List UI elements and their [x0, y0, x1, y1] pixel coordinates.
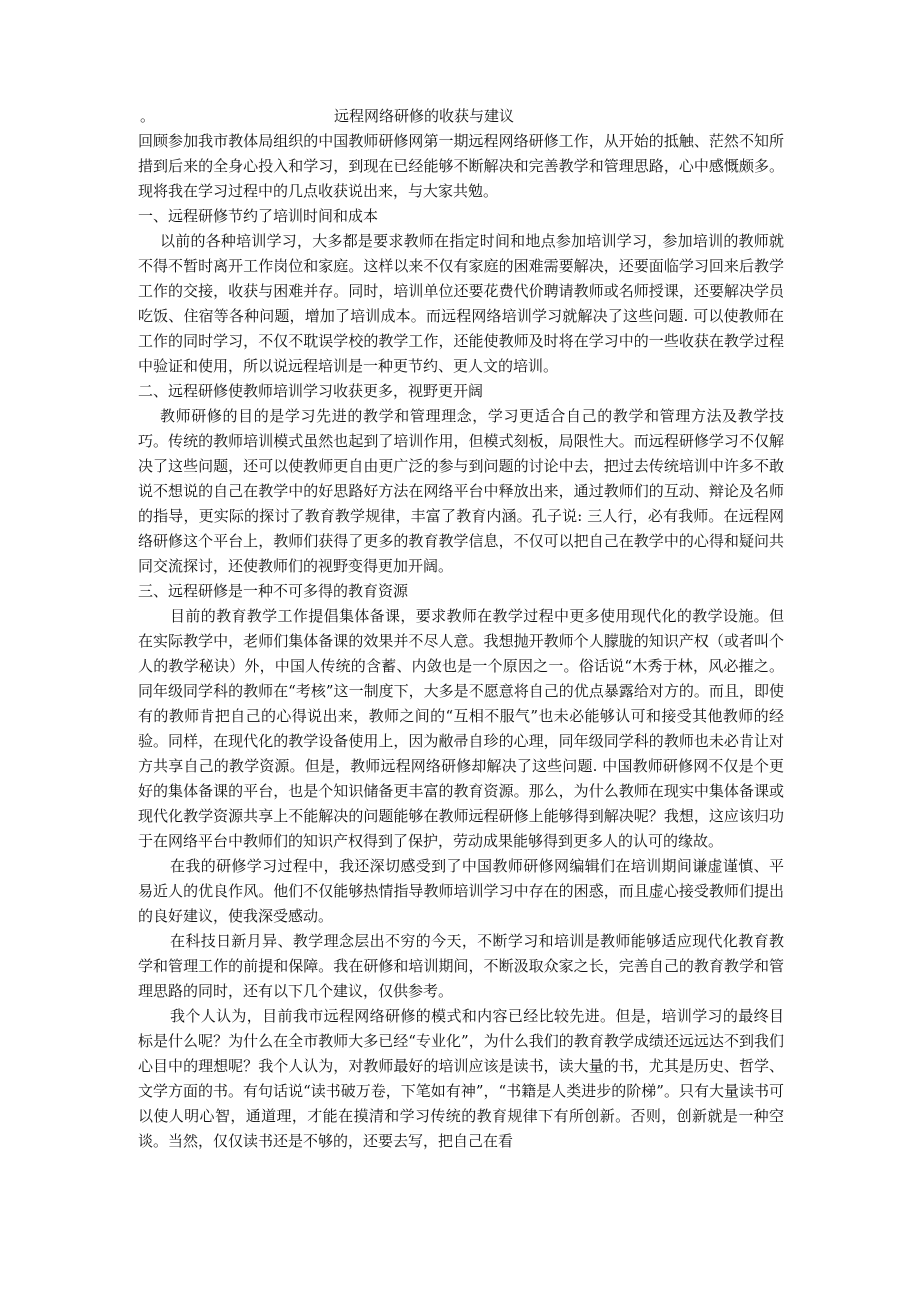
- title-row: [138, 104, 784, 129]
- section-3-heading: 三、远程研修是一种不可多得的教育资源: [138, 582, 409, 600]
- closing-paragraph-2: 在科技日新月异、教学理念层出不穷的今天，不断学习和培训是教师能够适应现代化教育教学和管理工作的前提和保障。我在研修和培训期间，不断汲取众家之长，完善自己的教育教学和管理思路的同时，还有以下几个建议，仅供参考。: [138, 932, 784, 1000]
- section-2-body: 教师研修的目的是学习先进的教学和管理理念，学习更适合自己的教学和管理方法及教学技巧。传统的教师培训模式虽然也起到了培训作用，但模式刻板，局限性大。而远程研修学习不仅解决了这些问题，还可以使教师更自由更广泛的参与到问题的讨论中去，把过去传统培训中许多不敢说不想说的自己在教学中的好思路好方法在网络平台中释放出来，通过教师们的互动、辩论及名师的指导，更实际的探讨了教育教学规律，丰富了教育内涵。孔子说: 三人行，必有我师。在远程网络研修这个平台上，教师们获得了更多的教育教学信息，不仅可以把自己在教学中的心得和疑问共同交流探讨，还使教师们的视野变得更加开阔。: [138, 407, 784, 575]
- intro-paragraph: 回顾参加我市教体局组织的中国教师研修网第一期远程网络研修工作，从开始的抵触、茫然不知所措到后来的全身心投入和学习，到现在已经能够不断解决和完善教学和管理思路，心中感慨颇多。现将我在学习过程中的几点收获说出来，与大家共勉。: [138, 132, 784, 200]
- section-1-heading: 一、远程研修节约了培训时间和成本: [138, 207, 379, 225]
- document-page: [138, 104, 784, 1154]
- closing-paragraph-1: 在我的研修学习过程中，我还深切感受到了中国教师研修网编辑们在培训期间谦虚谨慎、平易近人的优良作风。他们不仅能够热情指导教师培训学习中存在的困惑，而且虚心接受教师们提出的良好建议，使我深受感动。: [138, 857, 784, 925]
- document-title: 远程网络研修的收获与建议: [334, 107, 515, 125]
- title-mark: 。: [140, 107, 156, 125]
- section-1-body: 以前的各种培训学习，大多都是要求教师在指定时间和地点参加培训学习，参加培训的教师就不得不暂时离开工作岗位和家庭。这样以来不仅有家庭的困难需要解决，还要面临学习回来后教学工作的交接，收获与困难并存。同时，培训单位还要花费代价聘请教师或名师授课，还要解决学员吃饭、住宿等各种问题，增加了培训成本。而远程网络培训学习就解决了这些问题. 可以使教师在工作的同时学习，不仅不耽误学校的教学工作，还能使教师及时将在学习中的一些收获在教学过程中验证和使用，所以说远程培训是一种更节约、更人文的培训。: [138, 232, 784, 375]
- closing-paragraph-3: 我个人认为，目前我市远程网络研修的模式和内容已经比较先进。但是，培训学习的最终目标是什么呢？为什么在全市教师大多已经“专业化”，为什么我们的教育教学成绩还远远达不到我们心目中的理想呢？我个人认为，对教师最好的培训应该是读书，读大量的书，尤其是历史、哲学、文学方面的书。有句话说“读书破万卷，下笔如有神”，“书籍是人类进步的阶梯”。只有大量读书可以使人明心智，通道理，才能在摸清和学习传统的教育规律下有所创新。否则，创新就是一种空谈。当然，仅仅读书还是不够的，还要去写，把自己在看: [138, 1007, 784, 1150]
- section-3-body: 目前的教育教学工作提倡集体备课，要求教师在教学过程中更多使用现代化的教学设施。但在实际教学中，老师们集体备课的效果并不尽人意。我想抛开教师个人朦胧的知识产权（或者叫个人的教学秘诀）外，中国人传统的含蓄、内敛也是一个原因之一。俗话说“木秀于林，风必摧之。同年级同学科的教师在“考核”这一制度下，大多是不愿意将自己的优点暴露给对方的。而且，即使有的教师肯把自己的心得说出来，教师之间的“互相不服气”也未必能够认可和接受其他教师的经验。同样，在现代化的教学设备使用上，因为敝帚自珍的心理，同年级同学科的教师也未必肯让对方共享自己的教学资源。但是，教师远程网络研修却解决了这些问题. 中国教师研修网不仅是个更好的集体备课的平台，也是个知识储备更丰富的教育资源。那么，为什么教师在现实中集体备课或现代化教学资源共享上不能解决的问题能够在教师远程研修上能够得到解决呢？我想，这应该归功于在网络平台中教师们的知识产权得到了保护，劳动成果能够得到更多人的认可的缘故。: [138, 607, 784, 850]
- section-2-heading: 二、远程研修使教师培训学习收获更多，视野更开阔: [138, 382, 484, 400]
